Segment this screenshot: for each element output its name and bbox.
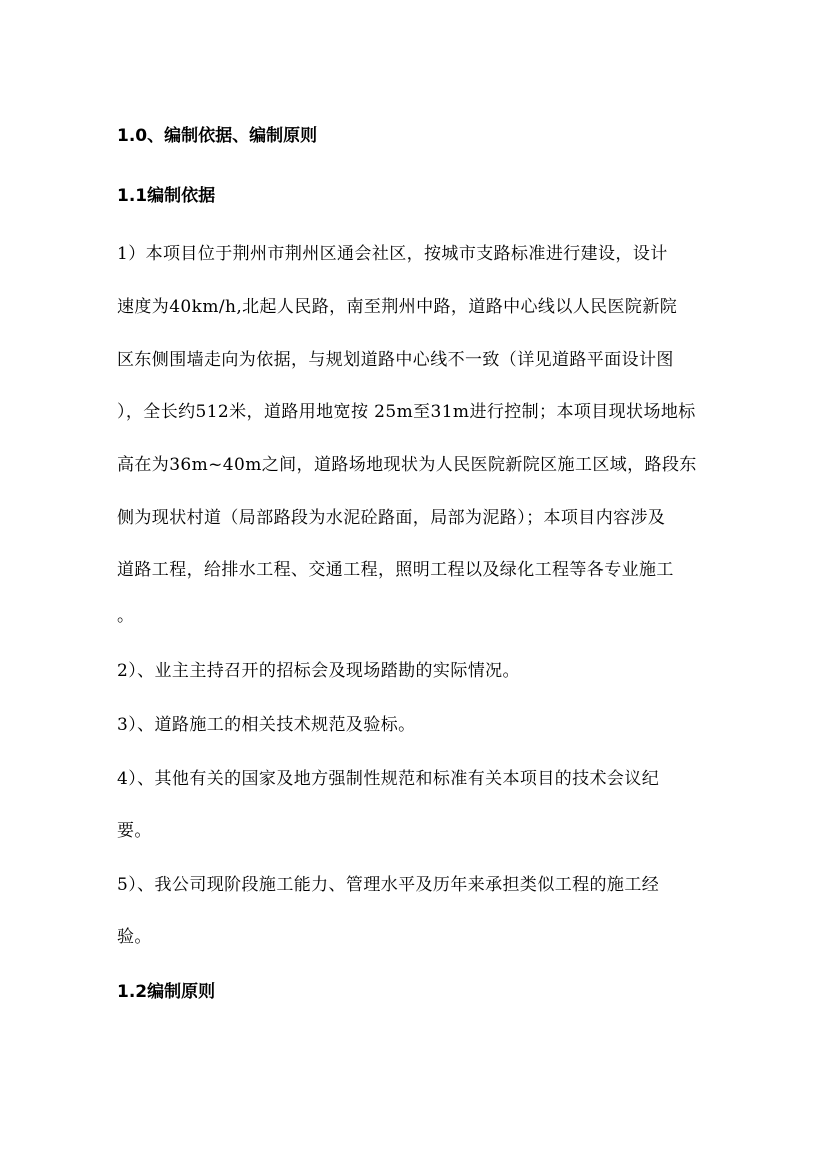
section-heading-main: 1.0、编制依据、编制原则 <box>117 126 318 146</box>
paragraph-line: 要。 <box>117 821 152 841</box>
paragraph-line: 验。 <box>117 927 152 947</box>
paragraph-line: 。 <box>117 606 135 626</box>
subsection-heading-basis: 1.1编制依据 <box>117 186 216 206</box>
paragraph-line: 高在为36m~40m之间，道路场地现状为人民医院新院区施工区域，路段东 <box>117 455 697 475</box>
basis-item-2: 2）、业主主持召开的招标会及现场踏勘的实际情况。 <box>117 661 520 681</box>
paragraph-line: 区东侧围墙走向为依据，与规划道路中心线不一致（详见道路平面设计图 <box>117 350 674 370</box>
paragraph-line: 5）、我公司现阶段施工能力、管理水平及历年来承担类似工程的施工经 <box>117 875 660 895</box>
paragraph-line: 道路工程，给排水工程、交通工程，照明工程以及绿化工程等各专业施工 <box>117 560 674 580</box>
paragraph-line: 侧为现状村道（局部路段为水泥砼路面，局部为泥路）；本项目内容涉及 <box>117 508 666 528</box>
paragraph-line: 1）本项目位于荆州市荆州区通会社区，按城市支路标准进行建设，设计 <box>117 244 668 264</box>
basis-item-3: 3）、道路施工的相关技术规范及验标。 <box>117 715 416 735</box>
paragraph-line: 速度为40km/h,北起人民路，南至荆州中路，道路中心线以人民医院新院 <box>117 297 678 317</box>
paragraph-line: 4）、其他有关的国家及地方强制性规范和标准有关本项目的技术会议纪 <box>117 769 660 789</box>
paragraph-line: ），全长约512米，道路用地宽按 25m至31m进行控制；本项目现状场地标 <box>117 402 696 422</box>
subsection-heading-principles: 1.2编制原则 <box>117 982 216 1002</box>
